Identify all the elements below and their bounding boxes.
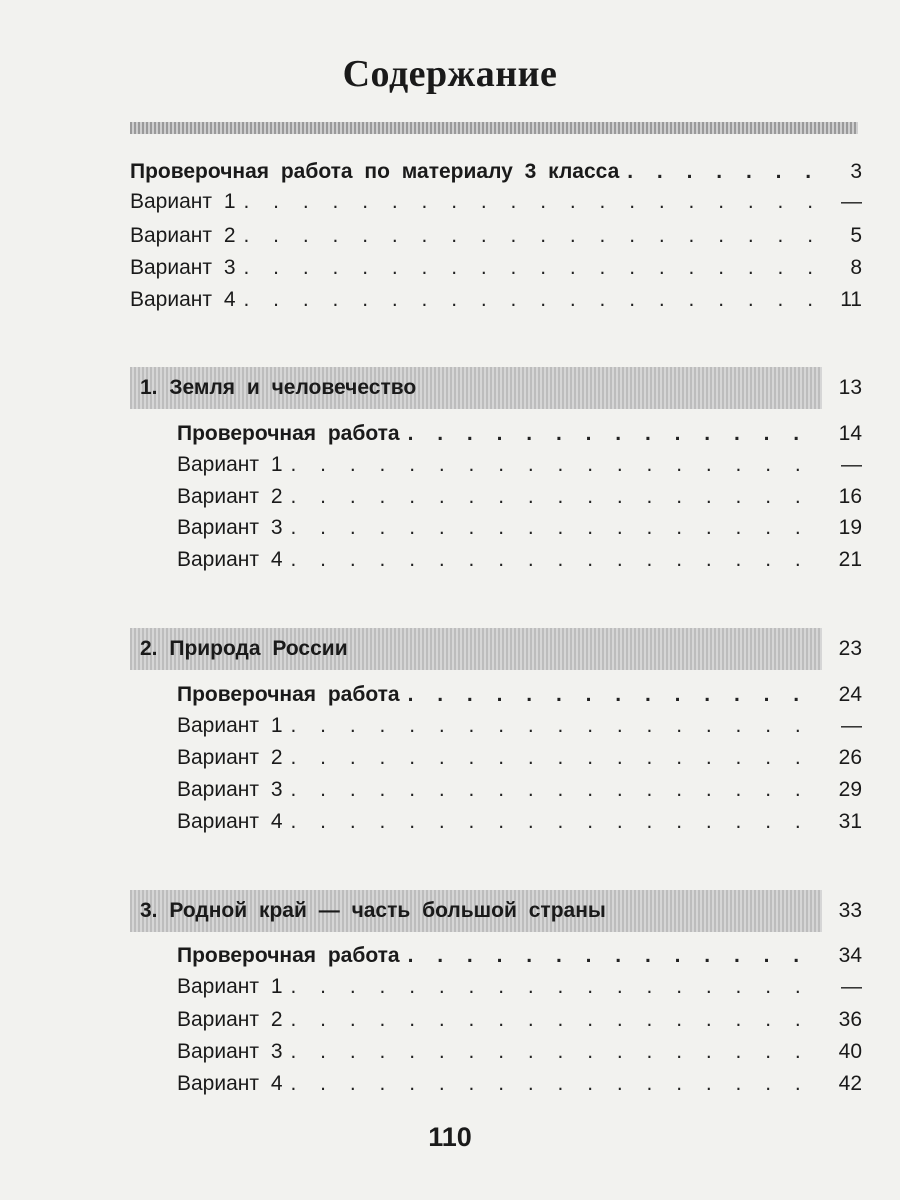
toc-entry-variant[interactable] — [177, 712, 862, 740]
toc-entry-label: Вариант 3 — [177, 516, 283, 539]
toc-page-number: 31 — [838, 810, 862, 833]
toc-entry-variant[interactable] — [177, 514, 862, 542]
toc-page-number: 16 — [838, 485, 862, 508]
toc-entry-variant[interactable] — [130, 254, 862, 282]
toc-page-number: 14 — [838, 422, 862, 445]
toc-chapter-3[interactable] — [130, 890, 862, 932]
toc-entry-test[interactable] — [177, 681, 862, 709]
dot-leader — [291, 744, 824, 772]
toc-entry-label: Вариант 1 — [177, 714, 283, 737]
toc-entry-label: Вариант 2 — [177, 485, 283, 508]
dot-leader — [291, 1070, 824, 1098]
toc-entry-label: Проверочная работа по материалу 3 класса — [130, 160, 620, 183]
toc-entry-test[interactable] — [177, 942, 862, 970]
toc-entry-label: Вариант 4 — [130, 288, 236, 311]
toc-page-number: 3 — [850, 160, 862, 183]
toc-entry-variant[interactable] — [177, 808, 862, 836]
dot-leader — [291, 514, 824, 542]
dot-leader — [244, 254, 824, 282]
toc-page-number: 8 — [850, 256, 862, 279]
toc-entry-variant[interactable] — [130, 286, 862, 314]
toc-page-number: 34 — [838, 944, 862, 967]
dot-leader — [408, 942, 824, 970]
dot-leader — [291, 451, 824, 479]
dot-leader — [291, 973, 824, 1001]
dot-leader — [291, 776, 824, 804]
dot-leader — [291, 808, 824, 836]
toc-entry-label: Вариант 1 — [177, 453, 283, 476]
toc-entry-label: Проверочная работа — [177, 944, 400, 967]
page-title: Содержание — [342, 53, 558, 95]
toc-entry-label: Проверочная работа — [177, 422, 400, 445]
toc-entry-label: Вариант 2 — [130, 224, 236, 247]
toc-page-number: 26 — [838, 746, 862, 769]
dot-leader — [291, 546, 824, 574]
dot-leader — [627, 158, 824, 186]
dot-leader — [291, 1038, 824, 1066]
toc-page-number: — — [841, 453, 862, 476]
toc-page-number: — — [841, 975, 862, 998]
toc-page-number: 11 — [840, 288, 862, 311]
toc-entry-variant[interactable] — [177, 451, 862, 479]
toc-entry-variant[interactable] — [177, 973, 862, 1001]
toc-entry-label: Проверочная работа — [177, 683, 400, 706]
toc-entry-variant[interactable] — [177, 776, 862, 804]
toc-page-number: 36 — [838, 1008, 862, 1031]
toc-page-number: 23 — [838, 637, 862, 660]
page-number: 110 — [428, 1122, 472, 1152]
toc-page-number: 24 — [838, 683, 862, 706]
toc-page-number: 19 — [838, 516, 862, 539]
toc-page-number: 21 — [838, 548, 862, 571]
toc-page-number: — — [841, 190, 862, 213]
title-divider — [130, 122, 858, 134]
toc-entry-variant[interactable] — [177, 1070, 862, 1098]
toc-entry-intro[interactable] — [130, 158, 862, 186]
toc-entry-variant[interactable] — [177, 1006, 862, 1034]
toc-entry-variant[interactable] — [130, 222, 862, 250]
toc-page-number: 5 — [850, 224, 862, 247]
toc-entry-label: Вариант 2 — [177, 1008, 283, 1031]
toc-entry-test[interactable] — [177, 420, 862, 448]
dot-leader — [291, 483, 824, 511]
toc-entry-variant[interactable] — [177, 1038, 862, 1066]
toc-page-number: 29 — [838, 778, 862, 801]
toc-entry-label: Вариант 1 — [177, 975, 283, 998]
toc-entry-label: Вариант 1 — [130, 190, 236, 213]
toc-entry-label: Вариант 4 — [177, 1072, 283, 1095]
dot-leader — [244, 286, 824, 314]
toc-entry-label: Вариант 3 — [177, 1040, 283, 1063]
chapter-title: 3. Родной край — часть большой страны — [130, 890, 822, 932]
toc-entry-variant[interactable] — [177, 744, 862, 772]
toc-entry-variant[interactable] — [177, 483, 862, 511]
toc-entry-label: Вариант 4 — [177, 548, 283, 571]
toc-page-number: 42 — [838, 1072, 862, 1095]
toc-page-number: — — [841, 714, 862, 737]
toc-page-number: 33 — [838, 899, 862, 922]
toc-page-number: 40 — [838, 1040, 862, 1063]
dot-leader — [408, 681, 824, 709]
dot-leader — [244, 188, 824, 216]
toc-entry-variant[interactable] — [177, 546, 862, 574]
toc-entry-label: Вариант 3 — [130, 256, 236, 279]
toc-entry-label: Вариант 4 — [177, 810, 283, 833]
toc-entry-label: Вариант 2 — [177, 746, 283, 769]
chapter-title: 1. Земля и человечество — [130, 367, 822, 409]
toc-chapter-1[interactable] — [130, 367, 862, 409]
dot-leader — [244, 222, 824, 250]
toc-page-number: 13 — [838, 376, 862, 399]
toc-entry-label: Вариант 3 — [177, 778, 283, 801]
chapter-title: 2. Природа России — [130, 628, 822, 670]
toc-chapter-2[interactable] — [130, 628, 862, 670]
dot-leader — [408, 420, 824, 448]
dot-leader — [291, 1006, 824, 1034]
dot-leader — [291, 712, 824, 740]
toc-entry-variant[interactable] — [130, 188, 862, 216]
